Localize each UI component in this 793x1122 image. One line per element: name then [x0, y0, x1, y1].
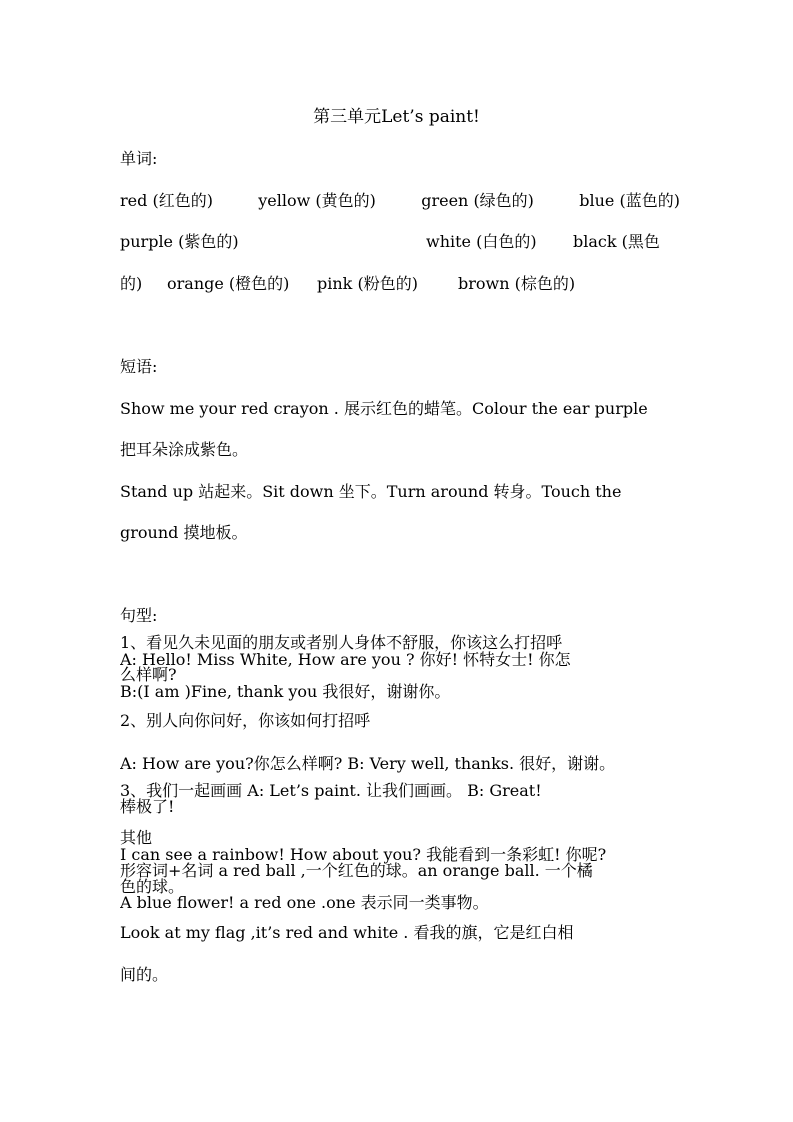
vocab-row-1	[120, 192, 680, 210]
others-line: 间的。	[120, 966, 169, 984]
vocab-word: red (红色的)	[120, 192, 213, 210]
others-line: I can see a rainbow! How about you? 我能看到一条彩虹! 你呢?	[120, 846, 607, 864]
others-heading: 其他	[120, 829, 153, 847]
others-line: Look at my flag ,it’s red and white . 看我的旗，它是红白相	[120, 924, 574, 942]
vocab-row-2	[120, 233, 680, 251]
vocab-word: 的)	[120, 275, 143, 293]
phrases-heading: 短语:	[120, 358, 158, 376]
vocab-word: blue (蓝色的)	[579, 192, 680, 210]
phrase-line: Stand up 站起来。Sit down 坐下。Turn around 转身。Touch the	[120, 483, 622, 501]
others-line: 形容词+名词 a red ball ,一个红色的球。an orange ball. 一个橘	[120, 862, 593, 880]
others-line: 色的球。	[120, 878, 185, 896]
phrase-line: Show me your red crayon . 展示红色的蜡笔。Colour the ear purple	[120, 400, 648, 418]
vocab-word: green (绿色的)	[421, 192, 534, 210]
vocab-row-3	[120, 275, 680, 293]
sentence-line: 1、看见久未见面的朋友或者别人身体不舒服，你该这么打招呼	[120, 634, 563, 652]
sentence-line: 2、别人向你问好，你该如何打招呼	[120, 712, 371, 730]
vocab-word: orange (橙色的)	[167, 275, 290, 293]
sentence-line: A: How are you?你怎么样啊? B: Very well, thanks. 很好，谢谢。	[120, 755, 616, 773]
phrase-line: ground 摸地板。	[120, 524, 248, 542]
page-title: 第三单元Let’s paint!	[313, 107, 480, 127]
sentence-line: 3、我们一起画画 A: Let’s paint. 让我们画画。 B: Great!	[120, 782, 542, 800]
sentence-line: B:(I am )Fine, thank you 我很好，谢谢你。	[120, 683, 451, 701]
sentence-line: 么样啊?	[120, 666, 177, 684]
vocab-word: pink (粉色的)	[317, 275, 418, 293]
sentence-line: A: Hello! Miss White, How are you ? 你好! 怀特女士! 你怎	[120, 651, 571, 669]
phrase-line: 把耳朵涂成紫色。	[120, 441, 249, 459]
vocab-word: yellow (黄色的)	[258, 192, 376, 210]
vocab-word: white (白色的)	[426, 233, 537, 251]
sentence-line: 棒极了!	[120, 798, 175, 816]
vocab-word: purple (紫色的)	[120, 233, 239, 251]
others-line: A blue flower! a red one .one 表示同一类事物。	[120, 894, 489, 912]
vocab-word: black (黑色	[573, 233, 660, 251]
vocab-heading: 单词:	[120, 150, 158, 168]
vocab-word: brown (棕色的)	[458, 275, 576, 293]
sentences-heading: 句型:	[120, 607, 158, 625]
